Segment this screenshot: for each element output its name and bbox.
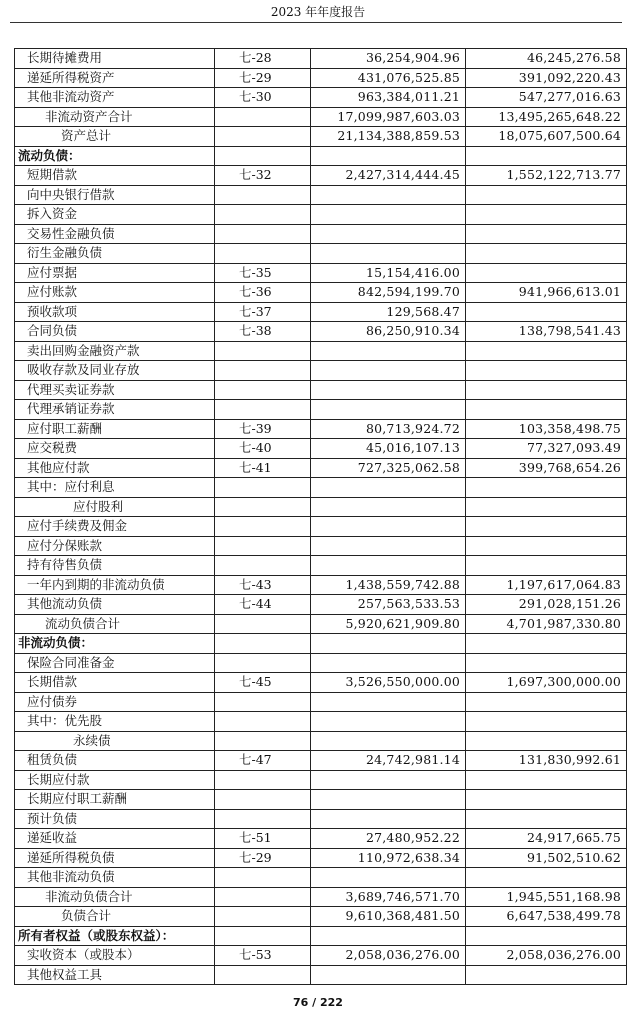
- table-row: [15, 283, 627, 303]
- row-prior-amount: 6,647,538,499.78: [466, 907, 627, 927]
- row-prior-amount: [466, 790, 627, 810]
- row-item-label: 长期待摊费用: [15, 49, 215, 69]
- row-note-ref: [215, 380, 311, 400]
- row-item-label: 负债合计: [15, 907, 215, 927]
- row-current-amount: [311, 556, 466, 576]
- table-row: [15, 946, 627, 966]
- row-prior-amount: 24,917,665.75: [466, 829, 627, 849]
- row-note-ref: [215, 712, 311, 732]
- row-note-ref: 七-37: [215, 302, 311, 322]
- table-row: [15, 614, 627, 634]
- table-row: [15, 673, 627, 693]
- row-current-amount: 80,713,924.72: [311, 419, 466, 439]
- row-current-amount: 9,610,368,481.50: [311, 907, 466, 927]
- row-item-label: 应付股利: [15, 497, 215, 517]
- row-current-amount: [311, 380, 466, 400]
- table-row: [15, 731, 627, 751]
- row-current-amount: [311, 790, 466, 810]
- row-prior-amount: 91,502,510.62: [466, 848, 627, 868]
- row-note-ref: [215, 244, 311, 264]
- table-row: [15, 322, 627, 342]
- row-note-ref: [215, 517, 311, 537]
- table-row: [15, 809, 627, 829]
- row-prior-amount: 1,552,122,713.77: [466, 166, 627, 186]
- row-note-ref: [215, 692, 311, 712]
- row-item-label: 代理买卖证券款: [15, 380, 215, 400]
- row-current-amount: [311, 478, 466, 498]
- table-row: [15, 263, 627, 283]
- row-item-label: 应付票据: [15, 263, 215, 283]
- row-item-label: 租赁负债: [15, 751, 215, 771]
- row-note-ref: [215, 965, 311, 985]
- row-prior-amount: [466, 517, 627, 537]
- row-item-label: 其他流动负债: [15, 595, 215, 615]
- row-prior-amount: 18,075,607,500.64: [466, 127, 627, 147]
- row-prior-amount: 4,701,987,330.80: [466, 614, 627, 634]
- row-prior-amount: [466, 205, 627, 225]
- row-prior-amount: 941,966,613.01: [466, 283, 627, 303]
- table-row: [15, 887, 627, 907]
- table-row: [15, 712, 627, 732]
- row-item-label: 所有者权益（或股东权益）：: [15, 926, 215, 946]
- table-row: [15, 556, 627, 576]
- row-prior-amount: 103,358,498.75: [466, 419, 627, 439]
- row-current-amount: 842,594,199.70: [311, 283, 466, 303]
- row-item-label: 持有待售负债: [15, 556, 215, 576]
- row-item-label: 递延收益: [15, 829, 215, 849]
- row-current-amount: [311, 205, 466, 225]
- row-prior-amount: [466, 712, 627, 732]
- row-current-amount: [311, 224, 466, 244]
- row-prior-amount: 399,768,654.26: [466, 458, 627, 478]
- row-current-amount: 86,250,910.34: [311, 322, 466, 342]
- row-item-label: 永续债: [15, 731, 215, 751]
- row-item-label: 长期应付款: [15, 770, 215, 790]
- row-note-ref: [215, 790, 311, 810]
- table-row: [15, 419, 627, 439]
- table-row: [15, 790, 627, 810]
- row-prior-amount: 2,058,036,276.00: [466, 946, 627, 966]
- table-row: [15, 49, 627, 69]
- row-item-label: 流动负债：: [15, 146, 215, 166]
- row-item-label: 应付债券: [15, 692, 215, 712]
- row-prior-amount: [466, 653, 627, 673]
- row-note-ref: 七-40: [215, 439, 311, 459]
- row-current-amount: 36,254,904.96: [311, 49, 466, 69]
- table-row: [15, 634, 627, 654]
- row-prior-amount: [466, 497, 627, 517]
- table-row: [15, 341, 627, 361]
- row-prior-amount: [466, 809, 627, 829]
- row-prior-amount: [466, 634, 627, 654]
- row-current-amount: 1,438,559,742.88: [311, 575, 466, 595]
- row-item-label: 预计负债: [15, 809, 215, 829]
- row-prior-amount: [466, 478, 627, 498]
- row-prior-amount: [466, 302, 627, 322]
- table-row: [15, 166, 627, 186]
- row-note-ref: [215, 907, 311, 927]
- table-row: [15, 439, 627, 459]
- row-current-amount: 963,384,011.21: [311, 88, 466, 108]
- row-item-label: 其他非流动负债: [15, 868, 215, 888]
- table-row: [15, 517, 627, 537]
- row-note-ref: [215, 868, 311, 888]
- row-item-label: 拆入资金: [15, 205, 215, 225]
- row-prior-amount: [466, 244, 627, 264]
- row-current-amount: [311, 692, 466, 712]
- row-note-ref: 七-53: [215, 946, 311, 966]
- row-item-label: 应交税费: [15, 439, 215, 459]
- row-prior-amount: [466, 770, 627, 790]
- row-note-ref: 七-45: [215, 673, 311, 693]
- row-note-ref: [215, 614, 311, 634]
- page-number: 76 / 222: [293, 996, 343, 1009]
- table-row: [15, 536, 627, 556]
- row-item-label: 递延所得税负债: [15, 848, 215, 868]
- row-note-ref: [215, 556, 311, 576]
- row-note-ref: 七-30: [215, 88, 311, 108]
- row-item-label: 卖出回购金融资产款: [15, 341, 215, 361]
- row-current-amount: [311, 653, 466, 673]
- row-item-label: 交易性金融负债: [15, 224, 215, 244]
- row-prior-amount: [466, 731, 627, 751]
- row-item-label: 应付手续费及佣金: [15, 517, 215, 537]
- row-current-amount: [311, 868, 466, 888]
- row-current-amount: 15,154,416.00: [311, 263, 466, 283]
- balance-sheet-body: [15, 49, 627, 985]
- row-prior-amount: [466, 556, 627, 576]
- row-current-amount: [311, 809, 466, 829]
- row-current-amount: [311, 244, 466, 264]
- row-note-ref: [215, 634, 311, 654]
- row-current-amount: 45,016,107.13: [311, 439, 466, 459]
- row-prior-amount: [466, 361, 627, 381]
- row-note-ref: [215, 478, 311, 498]
- row-item-label: 资产总计: [15, 127, 215, 147]
- row-item-label: 应付分保账款: [15, 536, 215, 556]
- table-row: [15, 926, 627, 946]
- row-item-label: 一年内到期的非流动负债: [15, 575, 215, 595]
- balance-sheet-table: [14, 48, 627, 985]
- row-note-ref: [215, 497, 311, 517]
- table-row: [15, 458, 627, 478]
- row-note-ref: [215, 224, 311, 244]
- table-row: [15, 907, 627, 927]
- table-row: [15, 965, 627, 985]
- row-current-amount: [311, 926, 466, 946]
- row-item-label: 其他应付款: [15, 458, 215, 478]
- row-item-label: 其中：优先股: [15, 712, 215, 732]
- row-current-amount: 129,568.47: [311, 302, 466, 322]
- row-prior-amount: [466, 185, 627, 205]
- row-note-ref: 七-29: [215, 848, 311, 868]
- row-note-ref: [215, 887, 311, 907]
- table-row: [15, 244, 627, 264]
- row-prior-amount: 547,277,016.63: [466, 88, 627, 108]
- row-current-amount: 110,972,638.34: [311, 848, 466, 868]
- table-row: [15, 146, 627, 166]
- row-current-amount: 431,076,525.85: [311, 68, 466, 88]
- table-row: [15, 829, 627, 849]
- row-current-amount: 3,526,550,000.00: [311, 673, 466, 693]
- row-note-ref: [215, 107, 311, 127]
- row-prior-amount: 138,798,541.43: [466, 322, 627, 342]
- row-prior-amount: [466, 263, 627, 283]
- row-item-label: 预收款项: [15, 302, 215, 322]
- table-row: [15, 478, 627, 498]
- row-note-ref: 七-32: [215, 166, 311, 186]
- row-note-ref: [215, 926, 311, 946]
- table-row: [15, 380, 627, 400]
- row-note-ref: 七-43: [215, 575, 311, 595]
- row-note-ref: 七-44: [215, 595, 311, 615]
- table-row: [15, 400, 627, 420]
- row-note-ref: [215, 205, 311, 225]
- row-note-ref: 七-28: [215, 49, 311, 69]
- row-item-label: 流动负债合计: [15, 614, 215, 634]
- row-item-label: 非流动负债：: [15, 634, 215, 654]
- row-item-label: 其中：应付利息: [15, 478, 215, 498]
- row-item-label: 合同负债: [15, 322, 215, 342]
- row-current-amount: 257,563,533.53: [311, 595, 466, 615]
- row-item-label: 吸收存款及同业存放: [15, 361, 215, 381]
- row-current-amount: [311, 497, 466, 517]
- row-prior-amount: 1,697,300,000.00: [466, 673, 627, 693]
- row-note-ref: 七-41: [215, 458, 311, 478]
- row-current-amount: [311, 634, 466, 654]
- row-current-amount: [311, 965, 466, 985]
- row-prior-amount: [466, 965, 627, 985]
- table-row: [15, 107, 627, 127]
- row-prior-amount: 291,028,151.26: [466, 595, 627, 615]
- row-prior-amount: [466, 868, 627, 888]
- row-prior-amount: [466, 692, 627, 712]
- row-current-amount: 17,099,987,603.03: [311, 107, 466, 127]
- row-note-ref: [215, 361, 311, 381]
- row-note-ref: [215, 185, 311, 205]
- row-current-amount: [311, 536, 466, 556]
- row-current-amount: [311, 731, 466, 751]
- row-current-amount: 27,480,952.22: [311, 829, 466, 849]
- row-current-amount: [311, 185, 466, 205]
- row-item-label: 长期借款: [15, 673, 215, 693]
- table-row: [15, 302, 627, 322]
- row-current-amount: 2,058,036,276.00: [311, 946, 466, 966]
- row-item-label: 应付账款: [15, 283, 215, 303]
- row-prior-amount: [466, 146, 627, 166]
- row-current-amount: [311, 361, 466, 381]
- row-prior-amount: 1,945,551,168.98: [466, 887, 627, 907]
- table-row: [15, 848, 627, 868]
- table-row: [15, 575, 627, 595]
- row-item-label: 非流动负债合计: [15, 887, 215, 907]
- row-prior-amount: 131,830,992.61: [466, 751, 627, 771]
- table-row: [15, 127, 627, 147]
- row-note-ref: 七-36: [215, 283, 311, 303]
- row-item-label: 非流动资产合计: [15, 107, 215, 127]
- row-current-amount: [311, 400, 466, 420]
- row-item-label: 短期借款: [15, 166, 215, 186]
- row-current-amount: 24,742,981.14: [311, 751, 466, 771]
- row-prior-amount: [466, 341, 627, 361]
- row-prior-amount: 1,197,617,064.83: [466, 575, 627, 595]
- row-note-ref: [215, 146, 311, 166]
- row-prior-amount: 13,495,265,648.22: [466, 107, 627, 127]
- row-current-amount: [311, 517, 466, 537]
- table-row: [15, 205, 627, 225]
- row-current-amount: 5,920,621,909.80: [311, 614, 466, 634]
- row-note-ref: 七-38: [215, 322, 311, 342]
- page-header: 2023 年年度报告: [270, 5, 366, 19]
- row-note-ref: [215, 400, 311, 420]
- table-row: [15, 361, 627, 381]
- table-row: [15, 224, 627, 244]
- row-prior-amount: [466, 380, 627, 400]
- row-note-ref: [215, 731, 311, 751]
- row-current-amount: [311, 341, 466, 361]
- table-row: [15, 595, 627, 615]
- row-item-label: 衍生金融负债: [15, 244, 215, 264]
- row-current-amount: 727,325,062.58: [311, 458, 466, 478]
- row-item-label: 实收资本（或股本）: [15, 946, 215, 966]
- row-note-ref: 七-51: [215, 829, 311, 849]
- row-note-ref: [215, 770, 311, 790]
- row-current-amount: 2,427,314,444.45: [311, 166, 466, 186]
- row-prior-amount: 77,327,093.49: [466, 439, 627, 459]
- row-prior-amount: [466, 224, 627, 244]
- row-prior-amount: [466, 400, 627, 420]
- table-row: [15, 751, 627, 771]
- table-row: [15, 185, 627, 205]
- row-note-ref: 七-47: [215, 751, 311, 771]
- row-note-ref: [215, 127, 311, 147]
- row-item-label: 代理承销证券款: [15, 400, 215, 420]
- row-current-amount: [311, 770, 466, 790]
- table-row: [15, 692, 627, 712]
- row-item-label: 其他非流动资产: [15, 88, 215, 108]
- row-current-amount: [311, 146, 466, 166]
- row-current-amount: [311, 712, 466, 732]
- row-note-ref: [215, 536, 311, 556]
- row-current-amount: 21,134,388,859.53: [311, 127, 466, 147]
- row-item-label: 长期应付职工薪酬: [15, 790, 215, 810]
- row-note-ref: 七-39: [215, 419, 311, 439]
- row-prior-amount: [466, 926, 627, 946]
- row-item-label: 向中央银行借款: [15, 185, 215, 205]
- row-prior-amount: 46,245,276.58: [466, 49, 627, 69]
- row-note-ref: [215, 653, 311, 673]
- table-row: [15, 497, 627, 517]
- row-item-label: 递延所得税资产: [15, 68, 215, 88]
- row-prior-amount: 391,092,220.43: [466, 68, 627, 88]
- table-row: [15, 868, 627, 888]
- row-note-ref: 七-35: [215, 263, 311, 283]
- row-item-label: 其他权益工具: [15, 965, 215, 985]
- row-note-ref: [215, 341, 311, 361]
- row-prior-amount: [466, 536, 627, 556]
- row-note-ref: [215, 809, 311, 829]
- header-rule: [10, 22, 622, 23]
- row-item-label: 保险合同准备金: [15, 653, 215, 673]
- table-row: [15, 88, 627, 108]
- row-note-ref: 七-29: [215, 68, 311, 88]
- row-item-label: 应付职工薪酬: [15, 419, 215, 439]
- table-row: [15, 770, 627, 790]
- row-current-amount: 3,689,746,571.70: [311, 887, 466, 907]
- table-row: [15, 68, 627, 88]
- table-row: [15, 653, 627, 673]
